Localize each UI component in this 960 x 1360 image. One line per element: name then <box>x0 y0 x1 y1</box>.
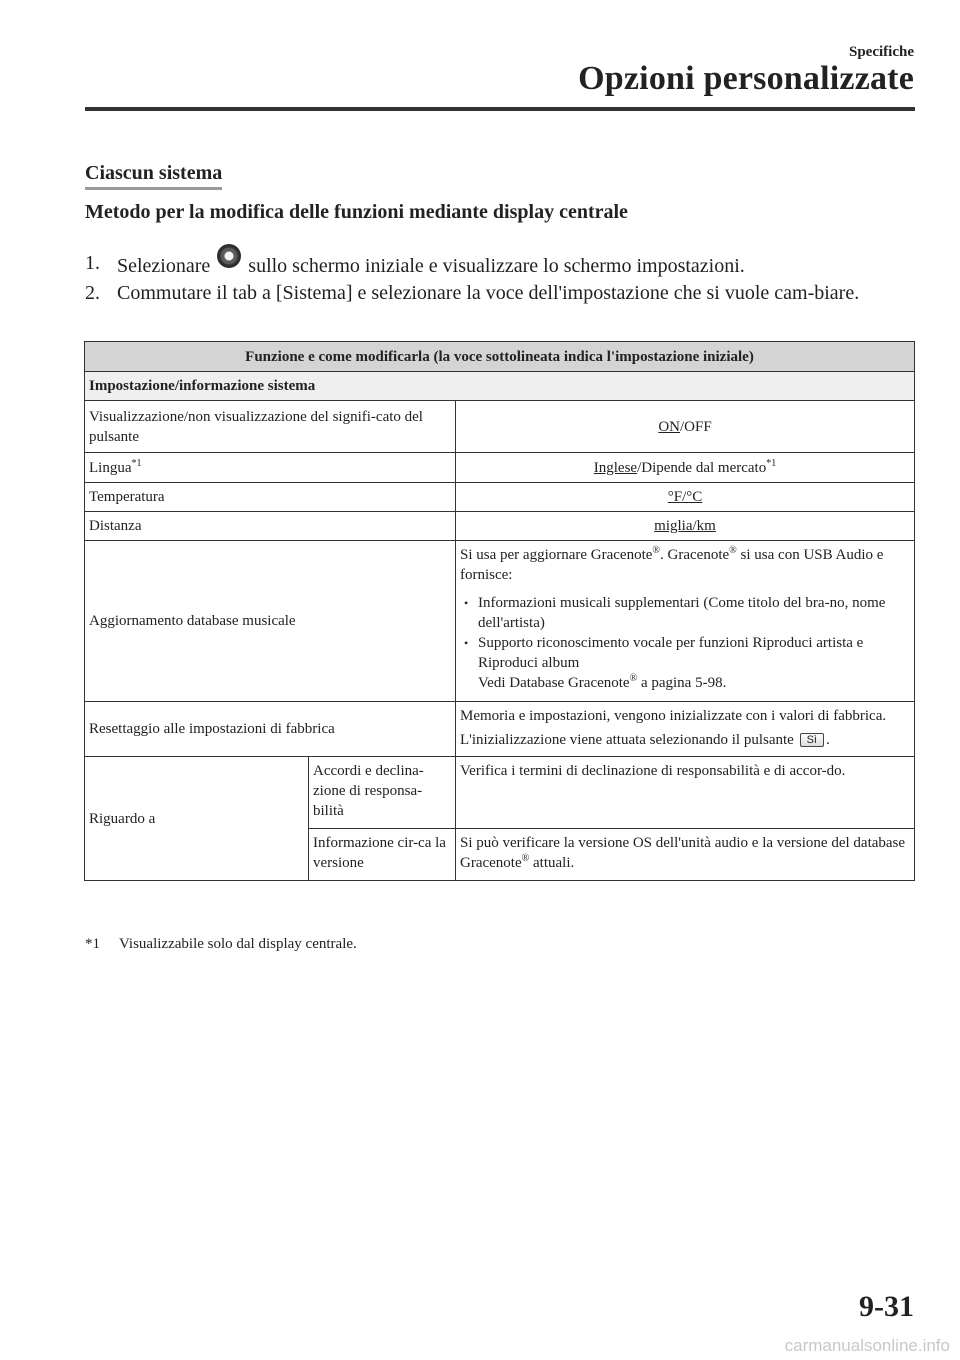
table-row <box>85 483 915 512</box>
table-header-row <box>85 342 915 372</box>
other-option: /Dipende dal mercato <box>637 459 767 476</box>
row-label: Distanza <box>85 512 456 541</box>
footnote-ref: *1 <box>131 457 142 469</box>
step-2 <box>85 280 915 307</box>
row-label: Visualizzazione/non visualizzazione del signifi-cato del pulsante <box>85 401 456 453</box>
text: L'inizializzazione viene attuata selezionando il pulsante <box>460 732 794 748</box>
step-1 <box>85 250 915 280</box>
sub-row-value <box>456 829 915 881</box>
music-db-bullets <box>460 593 910 673</box>
text: Si può verificare la versione OS dell'unità audio e la versione del database Gracenote <box>460 835 906 871</box>
table-row <box>85 757 915 829</box>
row-value <box>456 401 915 453</box>
text: Vedi Database Gracenote <box>478 675 630 691</box>
settings-gear-icon <box>217 244 241 268</box>
music-db-intro <box>460 545 910 585</box>
label-text: Lingua <box>89 459 132 476</box>
music-db-reference <box>460 673 910 693</box>
text: a pagina 5-98. <box>637 675 727 691</box>
row-label: Resettaggio alle impostazioni di fabbrica <box>85 702 456 757</box>
method-title: Metodo per la modifica delle funzioni mediante display centrale <box>85 201 628 223</box>
sub-row-value: Verifica i termini di declinazione di responsabilità e di accor-do. <box>456 757 915 829</box>
row-value <box>456 483 915 512</box>
step-text: Commutare il tab a [Sistema] e selezionare la voce dell'impostazione che si vuole cam-biare. <box>117 282 860 304</box>
default-option: Inglese <box>593 459 638 476</box>
default-option: ON <box>658 418 680 435</box>
table-row <box>85 401 915 453</box>
row-value <box>456 453 915 483</box>
steps-list <box>85 250 915 307</box>
step-number: 1. <box>85 252 100 274</box>
header-section-label: Specifiche <box>849 44 914 60</box>
row-value <box>456 702 915 757</box>
page-number: 9-31 <box>859 1290 914 1323</box>
registered-mark: ® <box>652 545 661 556</box>
row-label <box>85 453 456 483</box>
other-option: /OFF <box>679 418 712 435</box>
table-row <box>85 512 915 541</box>
row-value <box>456 512 915 541</box>
si-button: Sì <box>800 733 824 747</box>
step-number: 2. <box>85 282 100 304</box>
default-option: miglia/km <box>654 518 716 534</box>
table-row <box>85 453 915 483</box>
footnote-ref: *1 <box>766 457 777 469</box>
row-label: Riguardo a <box>85 757 309 881</box>
section-title: Ciascun sistema <box>85 162 222 190</box>
text: Si usa per aggiornare Gracenote <box>460 547 653 563</box>
registered-mark: ® <box>729 545 737 556</box>
registered-mark: ® <box>521 853 530 864</box>
sub-row-label: Informazione cir-ca la versione <box>309 829 456 881</box>
footnote-mark: *1 <box>85 936 100 952</box>
row-value <box>456 541 915 702</box>
reset-description: Memoria e impostazioni, vengono inizializzate con i valori di fabbrica. <box>460 708 887 724</box>
page-title: Opzioni personalizzate <box>578 60 914 97</box>
settings-table <box>84 341 915 881</box>
row-label: Temperatura <box>85 483 456 512</box>
sub-row-label: Accordi e declina-zione di responsa-bilità <box>309 757 456 829</box>
footnote <box>85 936 357 953</box>
table-subheader: Impostazione/informazione sistema <box>85 372 915 401</box>
step-text: Selezionare <box>117 255 211 277</box>
registered-mark: ® <box>629 673 638 684</box>
reset-instruction <box>460 730 910 750</box>
table-subheader-row <box>85 372 915 401</box>
header-rule <box>85 107 915 111</box>
watermark: carmanualsonline.info <box>784 1336 950 1355</box>
table-row <box>85 702 915 757</box>
text: . <box>825 732 830 748</box>
default-option: °F/°C <box>667 489 703 505</box>
row-label: Aggiornamento database musicale <box>85 541 456 702</box>
step-text: sullo schermo iniziale e visualizzare lo schermo impostazioni. <box>248 255 745 277</box>
table-row <box>85 541 915 702</box>
footnote-text: Visualizzabile solo dal display centrale. <box>119 936 357 952</box>
list-item: • Informazioni musicali supplementari (Come titolo del bra-no, nome dell'artista) <box>460 593 910 633</box>
text: . Gracenote <box>660 547 730 563</box>
text: si usa con USB Audio e fornisce: <box>460 547 884 583</box>
table-header: Funzione e come modificarla (la voce sottolineata indica l'impostazione iniziale) <box>85 342 915 372</box>
text: attuali. <box>529 855 575 871</box>
list-item: • Supporto riconoscimento vocale per funzioni Riproduci artista e Riproduci album <box>460 633 910 673</box>
